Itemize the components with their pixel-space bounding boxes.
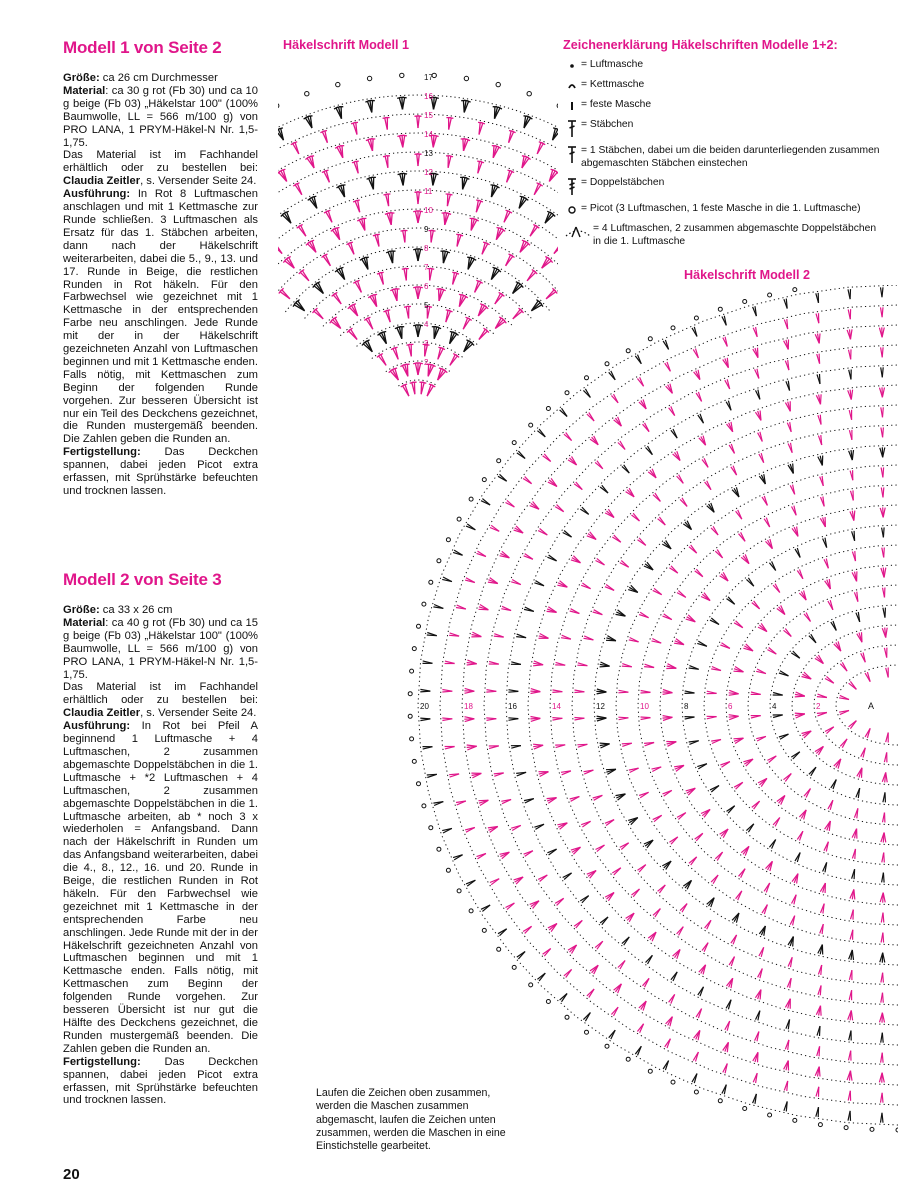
chain-row [748,585,898,825]
picot-mark [408,692,412,696]
picot-mark [896,1128,898,1132]
stitch-mark [882,307,883,317]
diagram2-title: Häkelschrift Modell 2 [684,268,810,282]
stitch-mark [854,511,855,521]
chain-row [660,505,898,905]
stitch-mark [862,632,863,642]
stitch-mark [419,249,423,250]
picot-mark [546,1000,550,1004]
legend-item: = Kettmasche [563,79,883,92]
picot-mark [469,497,473,501]
stitch-mark [600,743,610,744]
picot-mark [671,1080,675,1084]
picot-mark [400,73,404,77]
picot-mark [565,1015,569,1019]
stitch-mark [882,367,883,377]
picot-mark [743,1107,747,1111]
stitch-mark [281,169,285,170]
stitch-mark [883,467,884,477]
picot-mark [768,1113,772,1117]
stitch-mark [382,332,386,333]
round-number: 8 [424,244,429,253]
stitch-mark [882,347,883,357]
stitch-mark [442,718,452,719]
picot-mark [671,326,675,330]
picot-mark [437,559,441,563]
stitch-mark [886,628,888,638]
stitch-mark [466,139,470,141]
stitch-mark [287,257,291,259]
stitch-mark [487,690,497,692]
legend-item: = 4 Luftmaschen, 2 zusammen abgemaschte Doppelstäbchen in die 1. Luftmasche [563,223,883,248]
picot-mark [512,965,516,969]
round-number: 4 [424,320,429,329]
stitch-mark [403,135,407,136]
legend-item: = Luftmasche [563,59,883,72]
round-number: 12 [596,702,605,711]
picot-mark [605,362,609,366]
picot-mark [694,316,698,320]
stitch-mark [467,101,471,103]
stitch-mark [419,211,423,212]
single-crochet-icon [563,99,581,112]
round-number: 18 [464,702,473,711]
stitch-mark [431,230,435,231]
round-number: 15 [424,111,433,120]
stitch-mark [455,273,459,275]
picot-mark [844,1126,848,1130]
round-number: 8 [684,702,689,711]
stitch-mark [729,715,739,717]
picot-mark [429,580,433,584]
picot-mark [457,889,461,893]
stitch-mark [393,251,394,263]
stitch-mark [510,171,514,173]
picot-mark [818,1123,822,1127]
picot-mark [870,1127,874,1131]
stitch-mark [795,713,805,714]
stitch-mark [449,118,453,119]
stitch-mark [883,527,884,537]
round-number: 2 [816,702,821,711]
stitch-mark [285,211,289,213]
chain-row [682,525,898,885]
picot-mark [497,947,501,951]
stitch-mark [427,774,437,775]
picot-mark [793,1118,797,1122]
stitch-mark [434,135,438,136]
stitch-mark [606,769,616,770]
stitch-mark [881,933,883,943]
stitch-mark [756,327,758,337]
picot-mark [305,92,309,96]
stitch-mark [417,192,421,193]
stitch-mark [479,800,489,801]
stitch-mark [881,973,883,983]
round-number: 14 [424,130,433,139]
stitch-mark [312,196,316,197]
stitch-mark [349,242,353,243]
stitch-mark [293,142,297,143]
stitch-mark [574,718,584,719]
round-number: 14 [552,702,561,711]
stitch-mark [641,717,651,718]
picot-mark [718,307,722,311]
stitch-mark [403,173,407,174]
picot-mark [496,82,500,86]
double-crochet-icon [563,119,581,138]
picot-mark [457,517,461,521]
stitch-mark [339,267,343,268]
model2-body: Größe: ca 33 x 26 cm Material: ca 40 g rot (Fb 30) und ca 15 g beige (Fb 03) „Häkelstar 100" (100% Baumwolle, LL = 566 m/100 g) von PRO LANA, 1 PRYM-Häkel-N Nr. 1,5-1,75. Das Material ist im Fachhandel erhältlich oder zu bestellen bei: Claudia Zeitler, s. Versender Seite 24. Ausführung: In Rot bei Pfeil A beginnend 1 Luftmasche + 4 Luftmaschen, 2 zusammen abgemaschte Doppelstäbchen in die 1. Luftmasche + *2 Luftmaschen + 4 Luftmaschen, 2 zusammen abgemaschte Doppelstäbchen in die 1. Luftmasche arbeiten, ab * noch 3 x wiederholen = Anfangsband. Dann nach der Häkelschrift in Runden um das Anfangsband weiterarbeiten, dabei die 4., 8., 12., 16. und 20. Runde in Beige, die restlichen Runden in Rot häkeln. Für den Farbwechsel wie gezeichnet mit 1 Kettmasche in der entsprechenden Farbe neu anschlingen. Jede Runde mit der in der Häkelschrift gezeichneten Anzahl von Luftmaschen beginnen und mit 1 Kettmasche enden. Falls nötig, mit Kettmaschen zum Beginn der folgenden Runde vorgehen. Zur besseren Übersicht ist nur gut die Hälfte des Deckchens gezeichnet, die Runden mustergemäß beenden. Die Zahlen geben die Runden an. Fertigstellung: Das Deckchen spannen, dabei jeden Picot extra erfassen, mit Sprühstärke befeuchten und trocknen lassen. [63,604,258,1107]
stitch-mark [498,107,502,109]
legend-item: = Stäbchen [563,119,883,138]
stitch-mark [618,717,628,718]
stitch-mark [357,161,359,173]
stitch-mark [364,219,365,231]
stitch-mark [711,740,721,742]
picot-mark [408,714,412,718]
stitch-mark [851,329,853,339]
model1-section [63,38,258,498]
stitch-mark [372,101,373,113]
stitch-mark [481,123,485,124]
stitch-mark [575,690,585,692]
stitch-mark [851,390,852,400]
stitch-mark [418,116,419,128]
picot-mark [497,459,501,463]
stitch-mark [442,690,452,692]
stitch-mark [366,317,370,319]
stitch-mark [881,1053,883,1063]
picot-mark [743,300,747,304]
stitch-mark [308,116,312,117]
picot-mark [429,826,433,830]
stitch-mark [882,873,884,883]
chain-row [506,365,898,1045]
stitch-mark [622,743,632,744]
stitch-mark [324,170,328,171]
stitch-mark [356,200,360,201]
stitch-mark [402,97,406,98]
stitch-mark [391,213,392,225]
round-number: 3 [424,339,429,348]
treble-crochet-icon [563,177,581,196]
stitch-mark [883,427,884,437]
stitch-mark [509,690,519,692]
round-number: 5 [424,301,429,310]
stitch-mark [758,348,759,358]
picot-mark [412,647,416,651]
stitch-mark [553,690,563,692]
stitch-mark [882,287,883,297]
diagram1-title: Häkelschrift Modell 1 [283,38,409,52]
legend-item: = feste Masche [563,99,883,112]
stitch-mark [316,282,320,284]
stitch-mark [459,234,463,236]
stitch-mark [584,770,594,772]
picot-mark [336,82,340,86]
round-number: 13 [424,149,433,158]
stitch-mark [342,146,343,158]
stitch-mark [375,234,379,235]
stitch-mark [819,354,820,364]
model2-section [63,570,258,1107]
stitch-mark [465,178,469,180]
round-number: 6 [728,702,733,711]
round-number: 10 [424,206,433,215]
picot-mark [422,602,426,606]
chain-row [616,465,898,945]
model1-heading: Modell 1 von Seite 2 [63,38,222,57]
stitch-mark [480,161,484,163]
picot-mark [626,1057,630,1061]
stitch-mark [552,718,562,719]
stitch-mark [791,443,793,453]
stitch-mark [299,225,303,227]
picot-icon [563,203,581,216]
stitch-mark [403,174,405,186]
picot-mark [512,441,516,445]
picot-mark [437,847,441,851]
stitch-mark [852,450,853,460]
stitch-mark [365,257,369,258]
stitch-mark [323,131,327,132]
round-number: 9 [424,225,429,234]
stitch-mark [881,1033,883,1043]
picot-mark [464,76,468,80]
picot-mark [565,391,569,395]
stitch-mark [512,131,516,133]
stitch-mark [420,718,430,719]
round-number: 7 [424,263,429,272]
stitch-mark [821,394,822,404]
round-number: 16 [424,92,433,101]
picot-mark [410,669,414,673]
chain-cluster-icon [563,223,593,248]
picot-mark [482,478,486,482]
stitch-mark [379,354,383,356]
picot-mark [367,76,371,80]
round-number: 17 [424,73,433,82]
stitch-mark [819,334,820,344]
stitch-mark [386,310,390,311]
stitch-mark [420,689,430,691]
stitch-mark [475,219,479,221]
diagram-note: Laufen die Zeichen oben zusammen, werden die Maschen zusammen abgemascht, laufen die Zeichen unten zusammen, werden die Maschen in eine Einstichstelle gearbeitet. [316,1087,506,1153]
picot-mark [557,104,558,108]
double-crochet-together-icon [563,145,581,170]
round-number: 2 [424,358,429,367]
stitch-mark [790,422,792,432]
stitch-mark [382,273,384,285]
stitch-mark [577,744,587,745]
stitch-mark [884,548,885,558]
model1-body: Größe: ca 26 cm Durchmesser Material: ca 30 g rot (Fb 30) und ca 10 g beige (Fb 03) „Häkelstar 100" (100% Baumwolle, LL = 566 m/100 g) von PRO LANA, 1 PRYM-Häkel-N Nr. 1,5-1,75. Das Material ist im Fachhandel erhältlich oder zu bestellen bei: Claudia Zeitler, s. Versender Seite 24. Ausführung: In Rot 8 Luftmaschen anschlagen und mit 1 Kettmasche zur Runde schließen. 3 Luftmaschen als Ersatz für das 1. Stäbchen arbeiten, dann nach der Häkelschrift weiterarbeiten, dabei die 5., 9., 13. und 17. Runde in Beige, die restlichen Runden in Rot häkeln. Für den Farbwechsel wie gezeichnet mit 1 Kettmasche in der entsprechenden Farbe neu anschlingen. Jede Runde mit der in der Häkelschrift gezeichneten Anzahl von Luftmaschen beginnen und mit 1 Kettmasche enden. Falls nötig, mit Kettmaschen zum Beginn der folgenden Runde vorgehen. Zur besseren Übersicht ist nur ein Teil des Deckchens gezeichnet, die Runden mustergemäß beenden. Die Zahlen geben die Runden an. Fertigstellung: Das Deckchen spannen, dabei jeden Picot extra erfassen, mit Sprühstärke befeuchten und trocknen lassen. [63,72,258,497]
stitch-mark [310,240,314,241]
round-number: 11 [424,187,433,196]
picot-mark [694,1090,698,1094]
picot-mark [648,1069,652,1073]
chain-stitch-icon [563,59,581,72]
picot-mark [446,868,450,872]
round-number: 12 [424,168,433,177]
picot-mark [768,293,772,297]
picot-mark [529,983,533,987]
stitch-mark [881,913,883,923]
stitch-mark [881,1113,883,1123]
stitch-mark [335,228,339,229]
chain-row [418,285,898,1125]
round-number: 16 [508,702,517,711]
round-number: 10 [640,702,649,711]
legend-item: = 1 Stäbchen, dabei um die beiden darunterliegenden zusammen abgemaschten Stäbchen einstechen [563,145,883,170]
stitch-mark [839,711,849,713]
stitch-mark [352,304,356,305]
stitch-mark [881,1093,883,1103]
stitch-mark [883,407,884,417]
picot-mark [422,804,426,808]
picot-mark [417,782,421,786]
chain-row [462,325,898,1085]
stitch-mark [393,347,397,348]
chain-row [528,385,898,1025]
stitch-mark [881,993,883,1003]
picot-mark [529,423,533,427]
stitch-mark [447,213,451,215]
stitch-mark [820,415,821,425]
chain-row [484,345,898,1065]
picot-mark [469,909,473,913]
stitch-mark [418,192,419,204]
stitch-mark [467,745,477,746]
picot-mark [585,376,589,380]
model2-heading: Modell 2 von Seite 3 [63,570,222,589]
stitch-mark [793,464,794,474]
picot-mark [446,538,450,542]
stitch-mark [373,294,377,295]
picot-mark [648,337,652,341]
stitch-mark [279,128,283,129]
stitch-mark [479,200,483,202]
stitch-mark [820,374,821,384]
stitch-mark [418,154,419,166]
stitch-mark [734,738,744,739]
picot-mark [626,349,630,353]
picot-mark [278,104,279,108]
round-number: 4 [772,702,777,711]
legend-item: = Picot (3 Luftmaschen, 1 feste Masche in die 1. Luftmasche) [563,203,883,216]
stitch-mark [366,340,370,342]
stitch-mark [354,161,358,162]
stitch-mark [417,154,421,155]
stitch-mark [334,292,338,294]
stitch-mark [449,774,459,775]
chain-row [638,485,898,925]
stitch-mark [310,156,314,157]
round-number: 20 [420,702,429,711]
stitch-mark [449,156,453,157]
stitch-mark [324,254,328,256]
stitch-mark [486,718,496,719]
picot-mark [482,928,486,932]
stitch-mark [448,194,452,195]
stitch-mark [486,243,490,245]
picot-mark [585,1030,589,1034]
picot-mark [605,1044,609,1048]
stitch-mark [884,568,886,578]
stitch-mark [435,97,439,98]
legend-title: Zeichenerklärung Häkelschriften Modelle 1+2: [563,38,838,52]
stitch-mark [497,146,501,148]
stitch-mark [663,716,673,718]
stitch-mark [430,268,434,269]
stitch-mark [533,744,543,745]
stitch-mark [356,280,360,281]
stitch-mark [295,183,299,185]
chain-row [814,645,898,765]
page-number: 20 [63,1166,80,1183]
legend-item: = Doppelstäbchen [563,177,883,196]
stitch-mark [508,718,518,719]
stitch-mark [825,538,827,548]
stitch-mark [883,487,884,497]
crochet-diagram-2 [398,285,898,1145]
slip-stitch-icon [563,79,581,92]
picot-mark [527,92,531,96]
stitch-mark [326,210,330,211]
stitch-mark [854,531,855,541]
stitch-mark [373,139,374,151]
stitch-mark [379,272,383,273]
stitch-mark [417,116,421,117]
stitch-mark [446,251,450,253]
legend [563,38,883,255]
chain-row [792,625,898,785]
stitch-mark [434,173,438,174]
picot-mark [410,737,414,741]
stitch-mark [393,368,397,369]
picot-mark [546,407,550,411]
picot-mark [417,624,421,628]
stitch-mark [855,551,856,561]
chain-row [278,133,558,242]
picot-mark [793,288,797,292]
arrow-a-label: A [868,701,875,711]
picot-mark [718,1099,722,1103]
picot-mark [412,759,416,763]
round-number: 6 [424,282,429,291]
